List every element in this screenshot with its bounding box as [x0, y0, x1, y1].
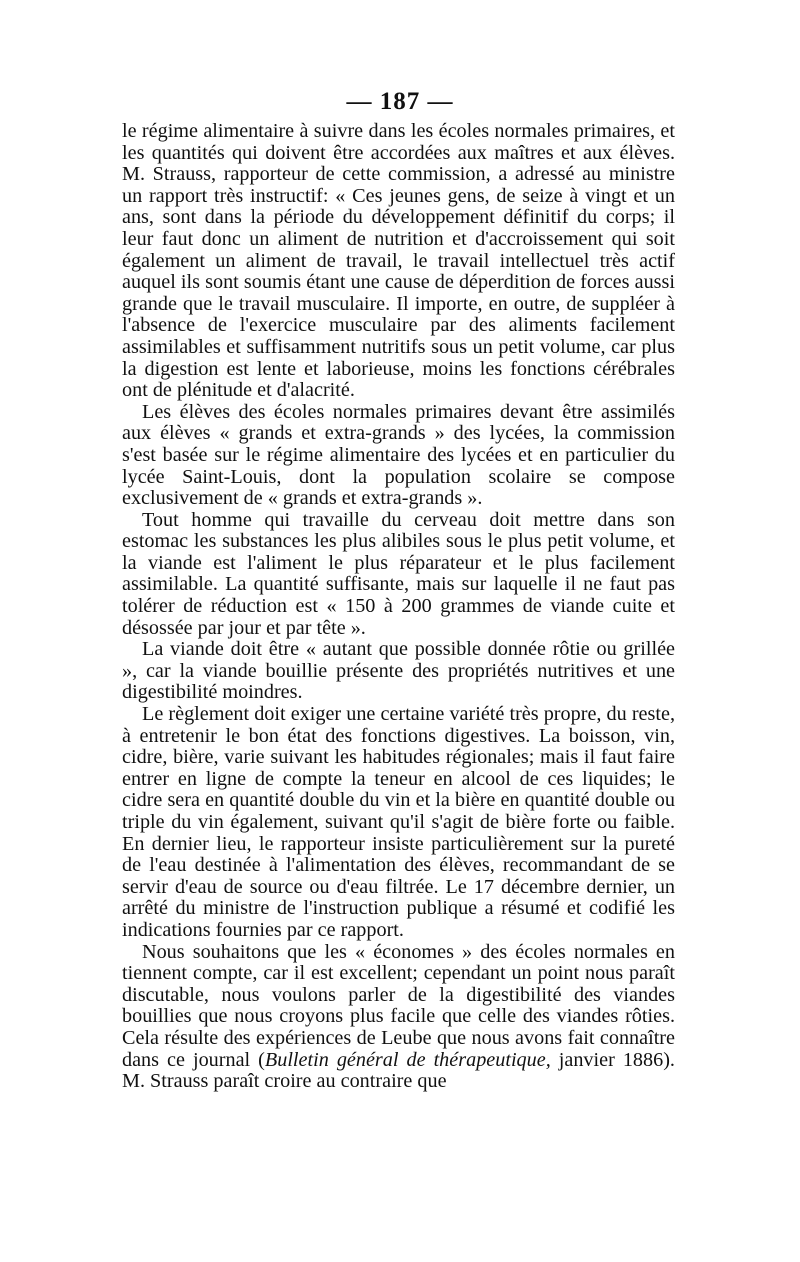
paragraph-6: [122, 942, 675, 1093]
paragraph-4: La viande doit être « autant que possible donnée rôtie ou grillée », car la viande bouillie présente des propriétés nutritives et une digestibilité moindres.: [122, 638, 675, 704]
paragraph-2: Les élèves des écoles normales primaires devant être assimilés aux élèves « grands et extra-grands » des lycées, la commission s'est basée sur le régime alimentaire des lycées et en particulier du lycée Saint-Louis, dont la population scolaire se compose exclusivement de « grands et extra-grands ».: [122, 400, 675, 510]
paragraph-6-text-after: janvier 1886). M. Strauss paraît croire au contraire que: [122, 1048, 675, 1093]
journal-title-italic: Bulletin général de thérapeutique,: [264, 1048, 551, 1071]
body-text: [122, 121, 675, 1093]
paragraph-5: Le règlement doit exiger une certaine variété très propre, du reste, à entretenir le bon état des fonctions digestives. La boisson, vin, cidre, bière, varie suivant les habitudes régionales; mais il faut faire entrer en ligne de compte la teneur en alcool de ces liquides; le cidre sera en quantité double du vin et la bière en quantité double ou triple du vin également, suivant qu'il s'agit de bière forte ou faible. En dernier lieu, le rapporteur insiste particulièrement sur la pureté de l'eau destinée à l'alimentation des élèves, recommandant de se servir d'eau de source ou d'eau filtrée. Le 17 décembre dernier, un arrêté du ministre de l'instruction publique a résumé et codifié les indications fournies par ce rapport.: [122, 703, 675, 941]
paragraph-6-text-before: Nous souhaitons que les « économes » des écoles normales en tiennent compte, car il est excellent; cependant un point nous paraît discutable, nous voulons parler de la digestibilité des viandes bouillies que nous croyons plus facile que celle des viandes rôties. Cela résulte des expériences de Leube que nous avons fait connaître dans ce journal (: [122, 940, 675, 1071]
page-number-header: — 187 —: [346, 88, 454, 115]
paragraph-1: le régime alimentaire à suivre dans les écoles normales primaires, et les quantités qui doivent être accordées aux maîtres et aux élèves. M. Strauss, rapporteur de cette commission, a adressé au ministre un rapport très instructif: « Ces jeunes gens, de seize à vingt et un ans, sont dans la période du développement définitif du corps; il leur faut donc un aliment de nutrition et d'accroissement qui soit également un aliment de travail, le travail intellectuel très actif auquel ils sont soumis étant une cause de déperdition de forces aussi grande que le travail musculaire. Il importe, en outre, de suppléer à l'absence de l'exercice musculaire par des aliments facilement assimilables et suffisamment nutritifs sous un petit volume, car plus la digestion est lente et laborieuse, moins les fonctions cérébrales ont de plénitude et d'alacrité.: [122, 120, 675, 402]
paragraph-3: Tout homme qui travaille du cerveau doit mettre dans son estomac les substances les plus alibiles sous le plus petit volume, et la viande est l'aliment le plus réparateur et le plus facilement assimilable. La quantité suffisante, mais sur laquelle il ne faut pas tolérer de réduction est « 150 à 200 grammes de viande cuite et désossée par jour et par tête ».: [122, 508, 675, 639]
